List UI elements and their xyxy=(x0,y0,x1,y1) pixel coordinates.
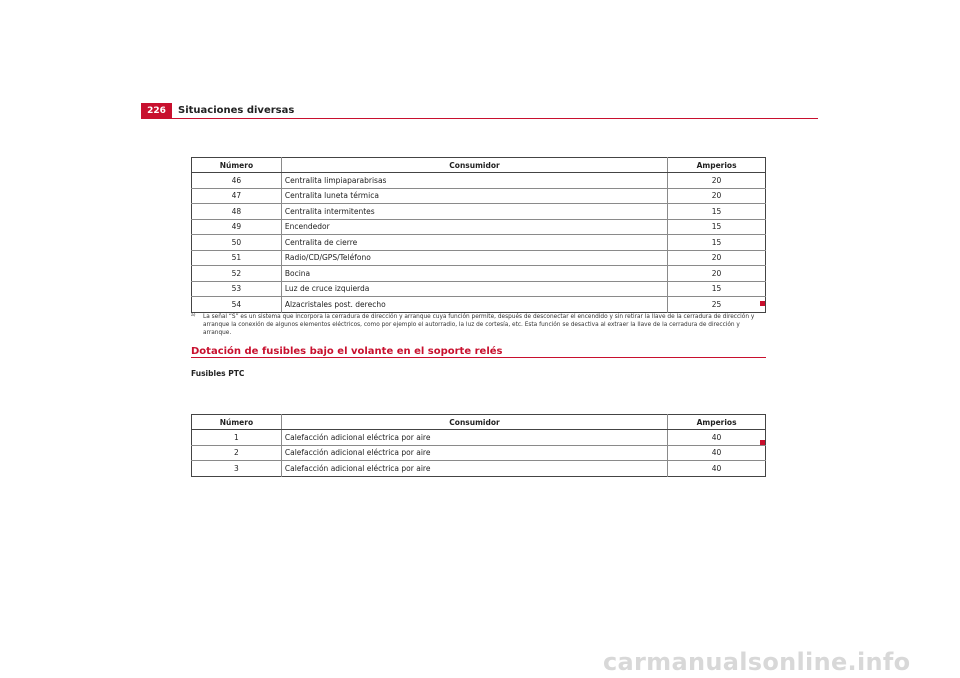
cell-amperes: 40 xyxy=(668,461,766,477)
footnote-text: La señal “S” es un sistema que incorpora la cerradura de dirección y arranque cuya función permite, después de desconectar el encendido y sin retirar la llave de la cerradura de dirección y arranque la conexión de algunos elementos eléctricos, como por ejemplo el autorradio, la luz de cortesía, etc. Esta función se desactiva al extraer la llave de la cerradura de dirección y arranque. xyxy=(203,314,755,336)
table-row xyxy=(192,235,766,251)
cell-consumer: Radio/CD/GPS/Teléfono xyxy=(281,250,667,266)
page-number: 226 xyxy=(141,103,172,118)
cell-amperes: 15 xyxy=(668,204,766,220)
column-header-consumer: Consumidor xyxy=(281,158,667,173)
watermark: carmanualsonline.info xyxy=(603,648,911,676)
cell-number: 52 xyxy=(192,266,282,282)
column-header-amperes: Amperios xyxy=(668,415,766,430)
table-row xyxy=(192,445,766,461)
cell-consumer: Alzacristales post. derecho xyxy=(281,297,667,313)
cell-consumer: Calefacción adicional eléctrica por aire xyxy=(281,461,667,477)
subsection-rule xyxy=(191,357,766,358)
cell-consumer: Centralita de cierre xyxy=(281,235,667,251)
cell-amperes: 20 xyxy=(711,175,722,185)
table-header-row xyxy=(192,158,766,173)
column-header-consumer: Consumidor xyxy=(281,415,667,430)
table-row xyxy=(192,281,766,297)
header-rule xyxy=(141,118,818,119)
cell-number: 46 xyxy=(192,173,282,189)
cell-amperes: 15 xyxy=(668,235,766,251)
subsection-title: Dotación de fusibles bajo el volante en el soporte relés xyxy=(191,346,503,357)
table-row xyxy=(192,266,766,282)
cell-number: 51 xyxy=(192,250,282,266)
cell-consumer: Bocina xyxy=(281,266,667,282)
fuse-table-1 xyxy=(191,157,766,313)
table-row xyxy=(192,219,766,235)
table-row xyxy=(192,250,766,266)
fuse-table-2 xyxy=(191,414,766,477)
cell-consumer: Calefacción adicional eléctrica por aire xyxy=(281,430,667,446)
cell-number: 53 xyxy=(192,281,282,297)
column-header-amperes: Amperios xyxy=(668,158,766,173)
cell-amperes: 20 xyxy=(668,250,766,266)
footnote xyxy=(191,313,766,337)
table-row xyxy=(192,297,766,313)
cell-number: 1 xyxy=(192,430,282,446)
table-row xyxy=(192,204,766,220)
table-row xyxy=(192,173,766,189)
cell-consumer: Encendedor xyxy=(281,219,667,235)
cell-number: 2 xyxy=(192,445,282,461)
table-row xyxy=(192,188,766,204)
end-of-section-marker xyxy=(760,440,765,445)
cell-amperes: 15 xyxy=(668,281,766,297)
table-row xyxy=(192,430,766,446)
cell-number: 49 xyxy=(192,219,282,235)
column-header-number: Número xyxy=(192,158,282,173)
cell-amperes: 20 xyxy=(668,188,766,204)
cell-consumer: Centralita luneta térmica xyxy=(281,188,667,204)
cell-amperes: 15 xyxy=(668,219,766,235)
cell-amperes: 20 xyxy=(668,266,766,282)
cell-number: 54 xyxy=(192,297,282,313)
cell-number: 3 xyxy=(192,461,282,477)
column-header-number: Número xyxy=(192,415,282,430)
cell-consumer: Centralita intermitentes xyxy=(281,204,667,220)
section-title: Situaciones diversas xyxy=(178,105,295,116)
cell-amperes: 25 xyxy=(668,297,766,313)
cell-number: 48 xyxy=(192,204,282,220)
table-header-row xyxy=(192,415,766,430)
table-row xyxy=(192,461,766,477)
cell-consumer: Calefacción adicional eléctrica por aire xyxy=(281,445,667,461)
cell-consumer: Luz de cruce izquierda xyxy=(281,281,667,297)
subheading: Fusibles PTC xyxy=(191,369,245,378)
cell-amperes: 40 xyxy=(668,445,766,461)
cell-number: 50 xyxy=(192,235,282,251)
end-of-section-marker xyxy=(760,301,765,306)
cell-number: 47 xyxy=(192,188,282,204)
footnote-marker: a) xyxy=(191,313,196,318)
cell-consumer: Centralita limpiaparabrisas xyxy=(281,173,667,189)
cell-amperes: 40 xyxy=(711,432,722,442)
